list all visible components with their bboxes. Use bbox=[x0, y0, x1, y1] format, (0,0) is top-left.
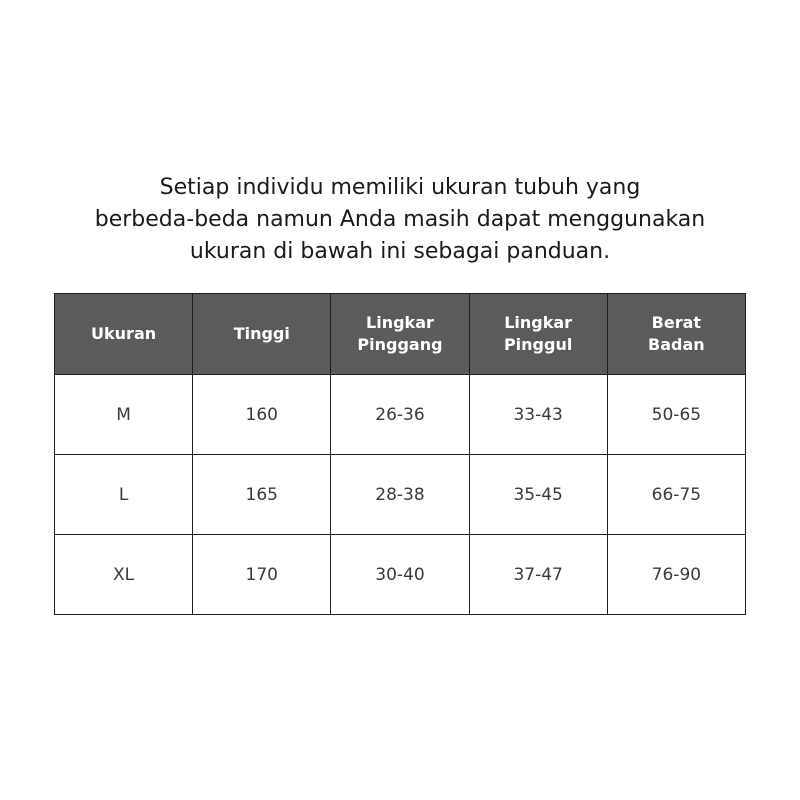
cell-ukuran: M bbox=[55, 375, 193, 455]
header-tinggi bbox=[193, 294, 331, 375]
cell-lingkar-pinggang: 28-38 bbox=[331, 455, 469, 535]
header-berat-badan-line-1: Berat bbox=[651, 313, 702, 332]
header-ukuran-label: Ukuran bbox=[91, 324, 157, 343]
header-lingkar-pinggang bbox=[331, 294, 469, 375]
cell-tinggi: 170 bbox=[193, 535, 331, 615]
intro-text bbox=[0, 172, 800, 268]
cell-lingkar-pinggang: 26-36 bbox=[331, 375, 469, 455]
cell-berat-badan: 66-75 bbox=[607, 455, 745, 535]
size-chart-table bbox=[54, 293, 746, 615]
header-lingkar-pinggang-line-1: Lingkar bbox=[366, 313, 434, 332]
table-row bbox=[55, 455, 746, 535]
cell-lingkar-pinggang: 30-40 bbox=[331, 535, 469, 615]
header-berat-badan bbox=[607, 294, 745, 375]
cell-lingkar-pinggul: 37-47 bbox=[469, 535, 607, 615]
cell-tinggi: 165 bbox=[193, 455, 331, 535]
cell-tinggi: 160 bbox=[193, 375, 331, 455]
table-row bbox=[55, 375, 746, 455]
header-lingkar-pinggul bbox=[469, 294, 607, 375]
intro-line-1: Setiap individu memiliki ukuran tubuh yang bbox=[159, 175, 641, 200]
cell-ukuran: XL bbox=[55, 535, 193, 615]
table-row bbox=[55, 535, 746, 615]
intro-line-2: berbeda-beda namun Anda masih dapat menggunakan bbox=[94, 207, 706, 232]
intro-line-3: ukuran di bawah ini sebagai panduan. bbox=[189, 239, 611, 264]
header-lingkar-pinggul-line-2: Pinggul bbox=[503, 335, 573, 354]
header-lingkar-pinggul-line-1: Lingkar bbox=[504, 313, 573, 332]
table-header-row bbox=[55, 294, 746, 375]
cell-berat-badan: 76-90 bbox=[607, 535, 745, 615]
header-ukuran bbox=[55, 294, 193, 375]
cell-lingkar-pinggul: 35-45 bbox=[469, 455, 607, 535]
header-tinggi-label: Tinggi bbox=[233, 324, 290, 343]
cell-berat-badan: 50-65 bbox=[607, 375, 745, 455]
cell-lingkar-pinggul: 33-43 bbox=[469, 375, 607, 455]
cell-ukuran: L bbox=[55, 455, 193, 535]
header-lingkar-pinggang-line-2: Pinggang bbox=[357, 335, 443, 354]
header-berat-badan-line-2: Badan bbox=[648, 335, 705, 354]
